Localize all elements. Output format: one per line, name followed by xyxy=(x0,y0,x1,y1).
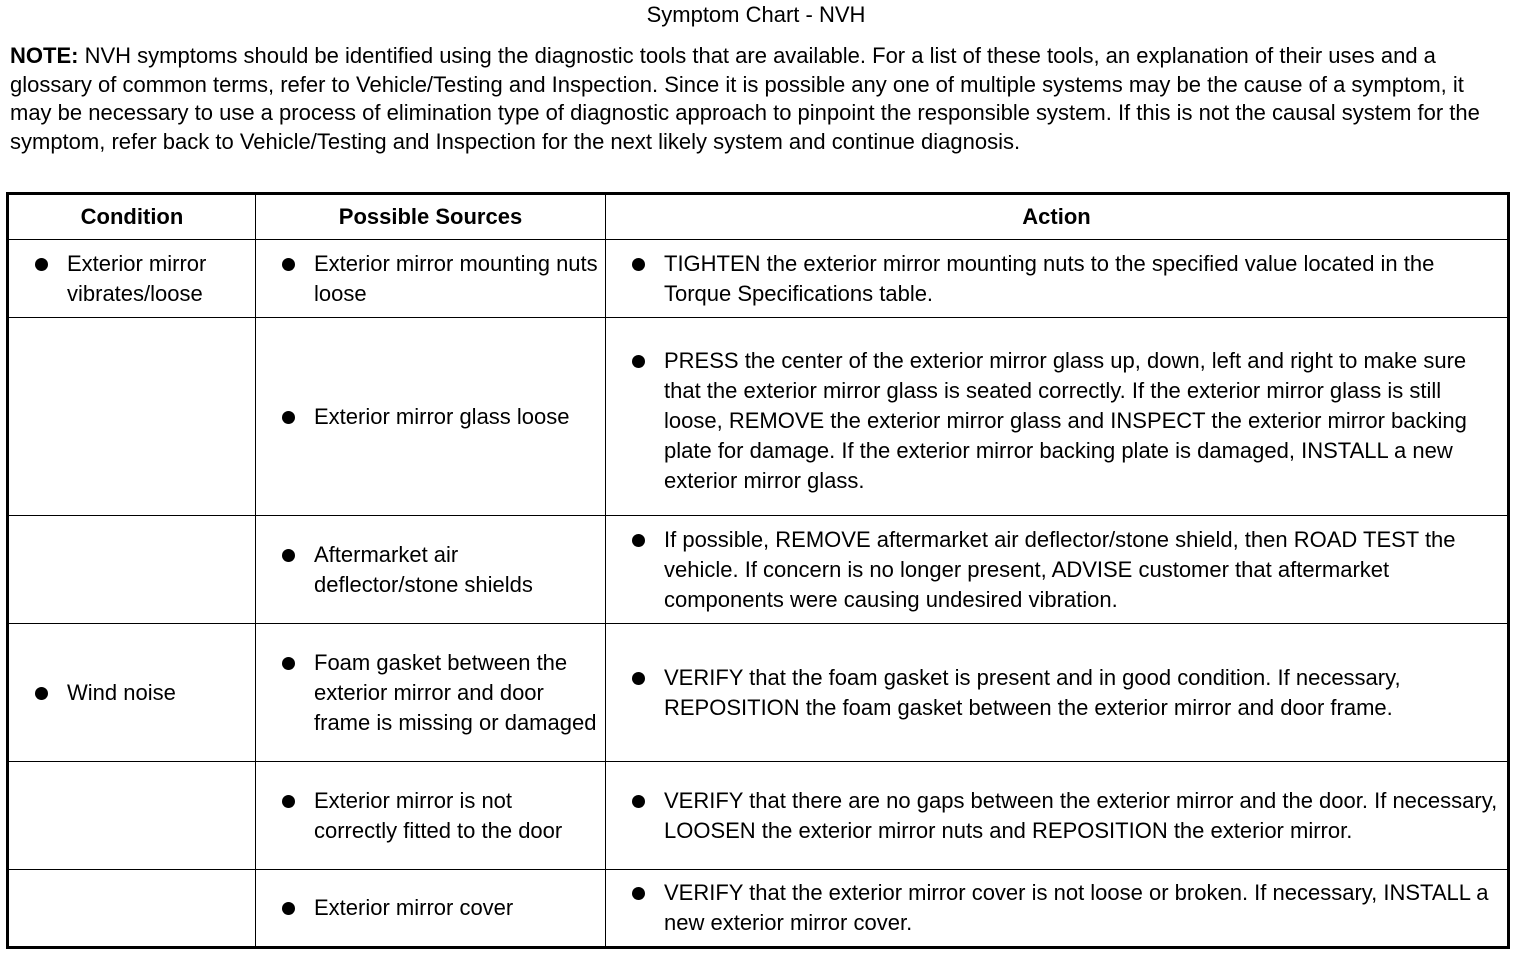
bullet-icon xyxy=(632,355,645,368)
bullet-icon xyxy=(282,411,295,424)
bullet-icon xyxy=(632,887,645,900)
table-row xyxy=(8,762,1509,870)
table-row xyxy=(8,240,1509,318)
source-cell xyxy=(256,240,606,318)
action-text: VERIFY that the foam gasket is present and in good condition. If necessary, REPOSITION the foam gasket between the exterior mirror and door frame. xyxy=(664,664,1401,720)
condition-cell xyxy=(8,240,256,318)
action-text: PRESS the center of the exterior mirror glass up, down, left and right to make sure that the exterior mirror glass is seated correctly. If the exterior mirror glass is still loose, REMOVE the exterior mirror glass and INSPECT the exterior mirror backing plate for damage. If the exterior mirror backing plate is damaged, INSTALL a new exterior mirror glass. xyxy=(664,348,1467,493)
action-text: TIGHTEN the exterior mirror mounting nuts to the specified value located in the Torque Specifications table. xyxy=(664,250,1435,306)
bullet-icon xyxy=(282,549,295,562)
bullet-icon xyxy=(632,534,645,547)
source-cell xyxy=(256,318,606,516)
condition-cell xyxy=(8,318,256,516)
table-row xyxy=(8,870,1509,948)
action-cell xyxy=(606,870,1509,948)
action-text: VERIFY that the exterior mirror cover is not loose or broken. If necessary, INSTALL a new exterior mirror cover. xyxy=(664,880,1489,935)
source-cell xyxy=(256,624,606,762)
condition-cell xyxy=(8,624,256,762)
table-row xyxy=(8,624,1509,762)
bullet-icon xyxy=(282,258,295,271)
action-text: VERIFY that there are no gaps between the exterior mirror and the door. If necessary, LOOSEN the exterior mirror nuts and REPOSITION the exterior mirror. xyxy=(664,787,1498,843)
source-cell xyxy=(256,762,606,870)
source-text: Exterior mirror mounting nuts loose xyxy=(314,250,598,306)
header-action: Action xyxy=(606,194,1509,240)
symptom-chart-table xyxy=(6,192,1510,949)
bullet-icon xyxy=(282,657,295,670)
table-header-row xyxy=(8,194,1509,240)
table-row xyxy=(8,516,1509,624)
source-text: Exterior mirror cover xyxy=(314,895,514,920)
bullet-icon xyxy=(35,687,48,700)
action-cell xyxy=(606,624,1509,762)
bullet-icon xyxy=(632,795,645,808)
action-cell xyxy=(606,318,1509,516)
condition-cell xyxy=(8,870,256,948)
page-title: Symptom Chart - NVH xyxy=(646,2,866,27)
note-text: NVH symptoms should be identified using the diagnostic tools that are available. For a list of these tools, an explanation of their uses and a glossary of common terms, refer to Vehicle/Testing and Inspection. Since it is possible any one of multiple systems may be the cause of a symptom, it may be necessary to use a process of elimination type of diagnostic approach to pinpoint the responsible system. If this is not the causal system for the symptom, refer back to Vehicle/Testing and Inspection for the next likely system and continue diagnosis. xyxy=(10,43,1480,154)
source-cell xyxy=(256,516,606,624)
bullet-icon xyxy=(632,672,645,685)
source-text: Foam gasket between the exterior mirror and door frame is missing or damaged xyxy=(314,649,597,735)
header-possible-sources: Possible Sources xyxy=(256,194,606,240)
action-cell xyxy=(606,516,1509,624)
action-text: If possible, REMOVE aftermarket air deflector/stone shield, then ROAD TEST the vehicle. If concern is no longer present, ADVISE customer that aftermarket components were causing undesired vibration. xyxy=(664,526,1456,612)
note-label: NOTE: xyxy=(10,43,79,68)
bullet-icon xyxy=(282,902,295,915)
bullet-icon xyxy=(282,795,295,808)
source-cell xyxy=(256,870,606,948)
action-cell xyxy=(606,762,1509,870)
source-text: Aftermarket air deflector/stone shields xyxy=(314,541,533,597)
action-cell xyxy=(606,240,1509,318)
bullet-icon xyxy=(632,258,645,271)
condition-cell xyxy=(8,516,256,624)
condition-text: Exterior mirror vibrates/loose xyxy=(67,250,207,306)
condition-text: Wind noise xyxy=(67,679,176,705)
header-condition: Condition xyxy=(8,194,256,240)
bullet-icon xyxy=(35,258,48,271)
source-text: Exterior mirror glass loose xyxy=(314,403,570,429)
source-text: Exterior mirror is not correctly fitted to the door xyxy=(314,787,563,843)
note-paragraph xyxy=(10,42,1510,156)
table-row xyxy=(8,318,1509,516)
condition-cell xyxy=(8,762,256,870)
